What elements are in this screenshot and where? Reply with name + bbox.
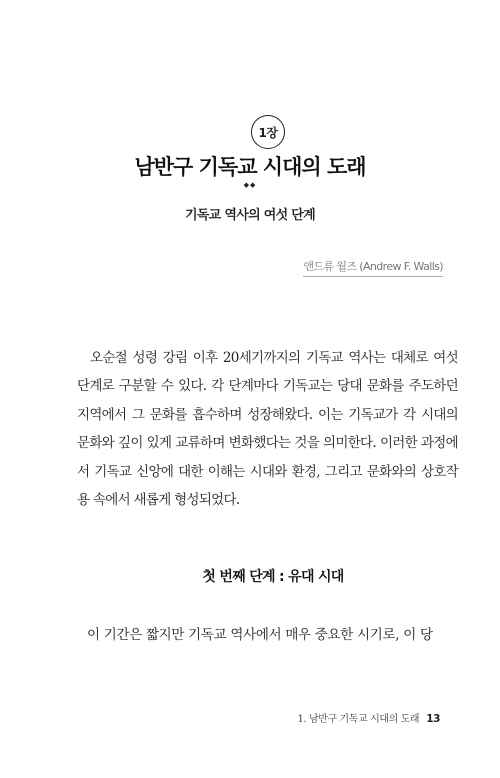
chapter-subtitle: 기독교 역사의 여섯 단계 — [184, 208, 316, 223]
page-number: 13 — [426, 713, 440, 725]
author-credit: 앤드류 월즈 (Andrew F. Walls) — [303, 258, 443, 277]
section-paragraph-start: 이 기간은 짧지만 기독교 역사에서 매우 중요한 시기로, 이 당 — [87, 627, 433, 643]
body-text — [77, 344, 458, 514]
running-footer — [297, 710, 440, 725]
chapter-title: 남반구 기독교 시대의 도래 — [134, 155, 366, 179]
section-heading: 첫 번째 단계 : 유대 시대 — [202, 569, 344, 585]
chapter-number-badge: 1장 — [251, 115, 285, 149]
running-footer-title: 1. 남반구 기독교 시대의 도래 — [297, 714, 420, 725]
title-ornament: ◆◆ — [243, 181, 257, 189]
body-paragraph: 오순절 성령 강림 이후 20세기까지의 기독교 역사는 대체로 여섯 단계로 구분할 수 있다. 각 단계마다 기독교는 당대 문화를 주도하던 지역에서 그 문화를 흡수하며 성장해왔다. 이는 기독교가 각 시대의 문화와 깊이 있게 교류하며 변화했다는 것을 의미한다. 이러한 과정에서 기독교 신앙에 대한 이해는 시대와 환경, 그리고 문화와의 상호작용 속에서 새롭게 형성되었다. — [77, 350, 458, 509]
